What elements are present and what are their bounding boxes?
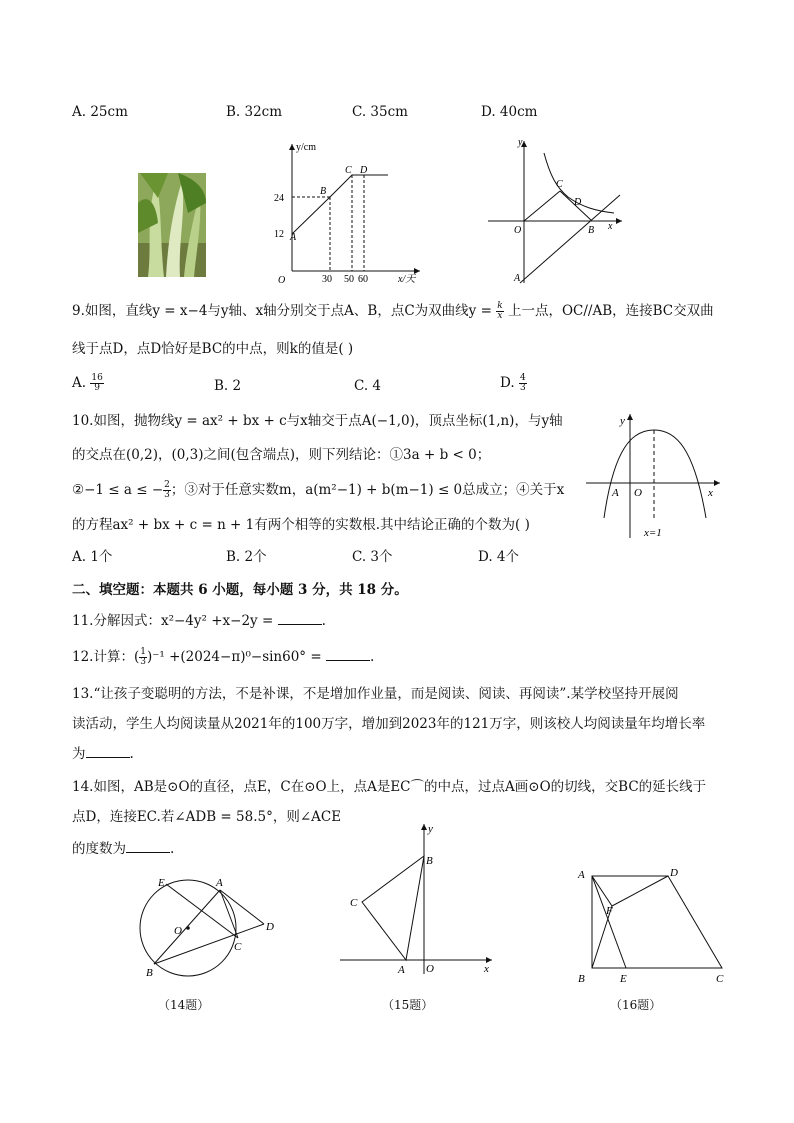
q12: 12.计算：( $\frac{1}{3}$ )⁻¹ +(2024−π)⁰−sin60° = . — [72, 647, 375, 667]
q10-label-o: O — [634, 487, 642, 499]
point-d-label: D — [360, 165, 368, 176]
q9-option-d: D. $\frac{4}{3}$ — [500, 373, 526, 393]
fig16-label-d: D — [670, 867, 678, 879]
q10-label-axis: x=1 — [644, 527, 662, 539]
q10-option-c: C. 3个 — [352, 549, 393, 565]
figure-14 — [136, 866, 282, 986]
fig15-label-y: y — [428, 823, 433, 835]
q13-line-3: 为 . — [72, 746, 134, 762]
fig15-label-x: x — [484, 963, 489, 975]
q10-line-1: 10.如图，抛物线y = ax² + bx + c与x轴交于点A(−1,0)，顶点坐标(1,n)，与y轴 — [72, 413, 563, 429]
y-tick-24: 24 — [274, 193, 284, 204]
q8-option-b: B. 32cm — [226, 104, 283, 120]
q9-line-1: 9.如图，直线y = x−4与y轴、x轴分别交于点A、B，点C为双曲线y = $\frac{k}{x}$ 上一点，OC//AB，连接BC交双曲 — [72, 301, 714, 321]
figure-16 — [574, 862, 730, 988]
origin-label: O — [278, 275, 286, 286]
q10-option-d: D. 4个 — [478, 549, 520, 565]
point-b-label: B — [320, 186, 327, 197]
y-tick-12: 12 — [274, 229, 284, 240]
fig14-label-d: D — [266, 921, 274, 933]
x-tick-50: 50 — [344, 274, 354, 285]
figure-15-caption: （15题） — [382, 998, 434, 1012]
q9-option-a: A. $\frac{16}{9}$ — [72, 373, 103, 393]
q9-graph — [484, 135, 626, 285]
q8-option-a: A. 25cm — [72, 104, 128, 120]
fig15-label-c: C — [350, 897, 358, 909]
fig14-label-c: C — [234, 941, 242, 953]
q14-line-2: 点D，连接EC.若∠ADB = 58.5°，则∠ACE — [72, 809, 342, 825]
q10-line-3: ②−1 ≤ a ≤ − $\frac{2}{3}$ ；③对于任意实数m，a(m²−1) + b(m−1) ≤ 0总成立；④关于x — [72, 480, 565, 500]
fig16-label-f: F — [606, 905, 613, 917]
q10-label-y: y — [620, 415, 625, 427]
q8-graph — [270, 138, 430, 286]
q9-option-b: B. 2 — [214, 378, 242, 394]
q9-fraction: $\frac{k}{x}$ — [497, 301, 503, 321]
vegetable-photo — [138, 173, 206, 277]
fig16-label-c: C — [716, 973, 724, 985]
q13-line-2: 读活动，学生人均阅读量从2021年的100万字，增加到2023年的121万字，则该校人均阅读量年均增长率 — [72, 716, 706, 732]
q9-label-y: y — [518, 137, 523, 148]
q10-label-a: A — [612, 487, 619, 499]
q9-label-o: O — [514, 225, 522, 236]
q14-line-3: 的度数为 . — [72, 841, 175, 857]
point-c-label: C — [345, 165, 352, 176]
x-tick-30: 30 — [322, 274, 332, 285]
q8-option-d: D. 40cm — [481, 104, 538, 120]
fig16-label-a: A — [578, 869, 585, 881]
x-axis-label: x/天 — [398, 274, 416, 285]
fig14-label-b: B — [146, 967, 153, 979]
fig16-label-e: E — [620, 973, 627, 985]
q10-option-a: A. 1个 — [72, 549, 113, 565]
q9-label-b: B — [588, 225, 595, 236]
figure-14-caption: （14题） — [158, 998, 210, 1012]
q9-line-2: 线于点D，点D恰好是BC的中点，则k的值是( ) — [72, 341, 354, 357]
q10-option-b: B. 2个 — [226, 549, 267, 565]
fig15-label-o: O — [426, 963, 434, 975]
q9-label-a: A — [514, 273, 521, 284]
q9-label-c: C — [556, 179, 563, 190]
q9-option-c: C. 4 — [354, 378, 382, 394]
fig15-label-a: A — [398, 964, 405, 976]
q10-graph — [580, 408, 726, 544]
q13-line-1: 13.“让孩子变聪明的方法，不是补课，不是增加作业量，而是阅读、阅读、再阅读”.某学校坚持开展阅 — [72, 686, 679, 702]
q14-line-1: 14.如图，AB是⊙O的直径，点E，C在⊙O上，点A是EC⌒的中点，过点A画⊙O的切线，交BC的延长线于 — [72, 779, 707, 795]
fig14-label-e: E — [158, 877, 165, 889]
y-axis-label: y/cm — [296, 142, 316, 153]
fig16-label-b: B — [578, 973, 585, 985]
q11: 11.分解因式：x²−4y² +x−2y = . — [72, 613, 326, 629]
figure-16-caption: （16题） — [610, 998, 662, 1012]
q8-option-c: C. 35cm — [352, 104, 408, 120]
q10-line-4: 的方程ax² + bx + c = n + 1有两个相等的实数根.其中结论正确的个数为( ) — [72, 517, 530, 533]
section-2-heading: 二、填空题：本题共 6 小题，每小题 3 分，共 18 分。 — [72, 582, 408, 598]
fig15-label-b: B — [426, 855, 433, 867]
q9-label-x: x — [608, 221, 613, 232]
q10-line-2: 的交点在(0,2)，(0,3)之间(包含端点)，则下列结论：①3a + b < 0； — [72, 447, 491, 463]
point-a-label: A — [290, 232, 297, 243]
q10-label-x: x — [708, 487, 713, 499]
x-tick-60: 60 — [358, 274, 368, 285]
q9-label-d: D — [574, 197, 582, 208]
fig14-label-a: A — [216, 877, 223, 889]
figure-15 — [336, 820, 498, 980]
fig14-label-o: O — [174, 925, 182, 937]
